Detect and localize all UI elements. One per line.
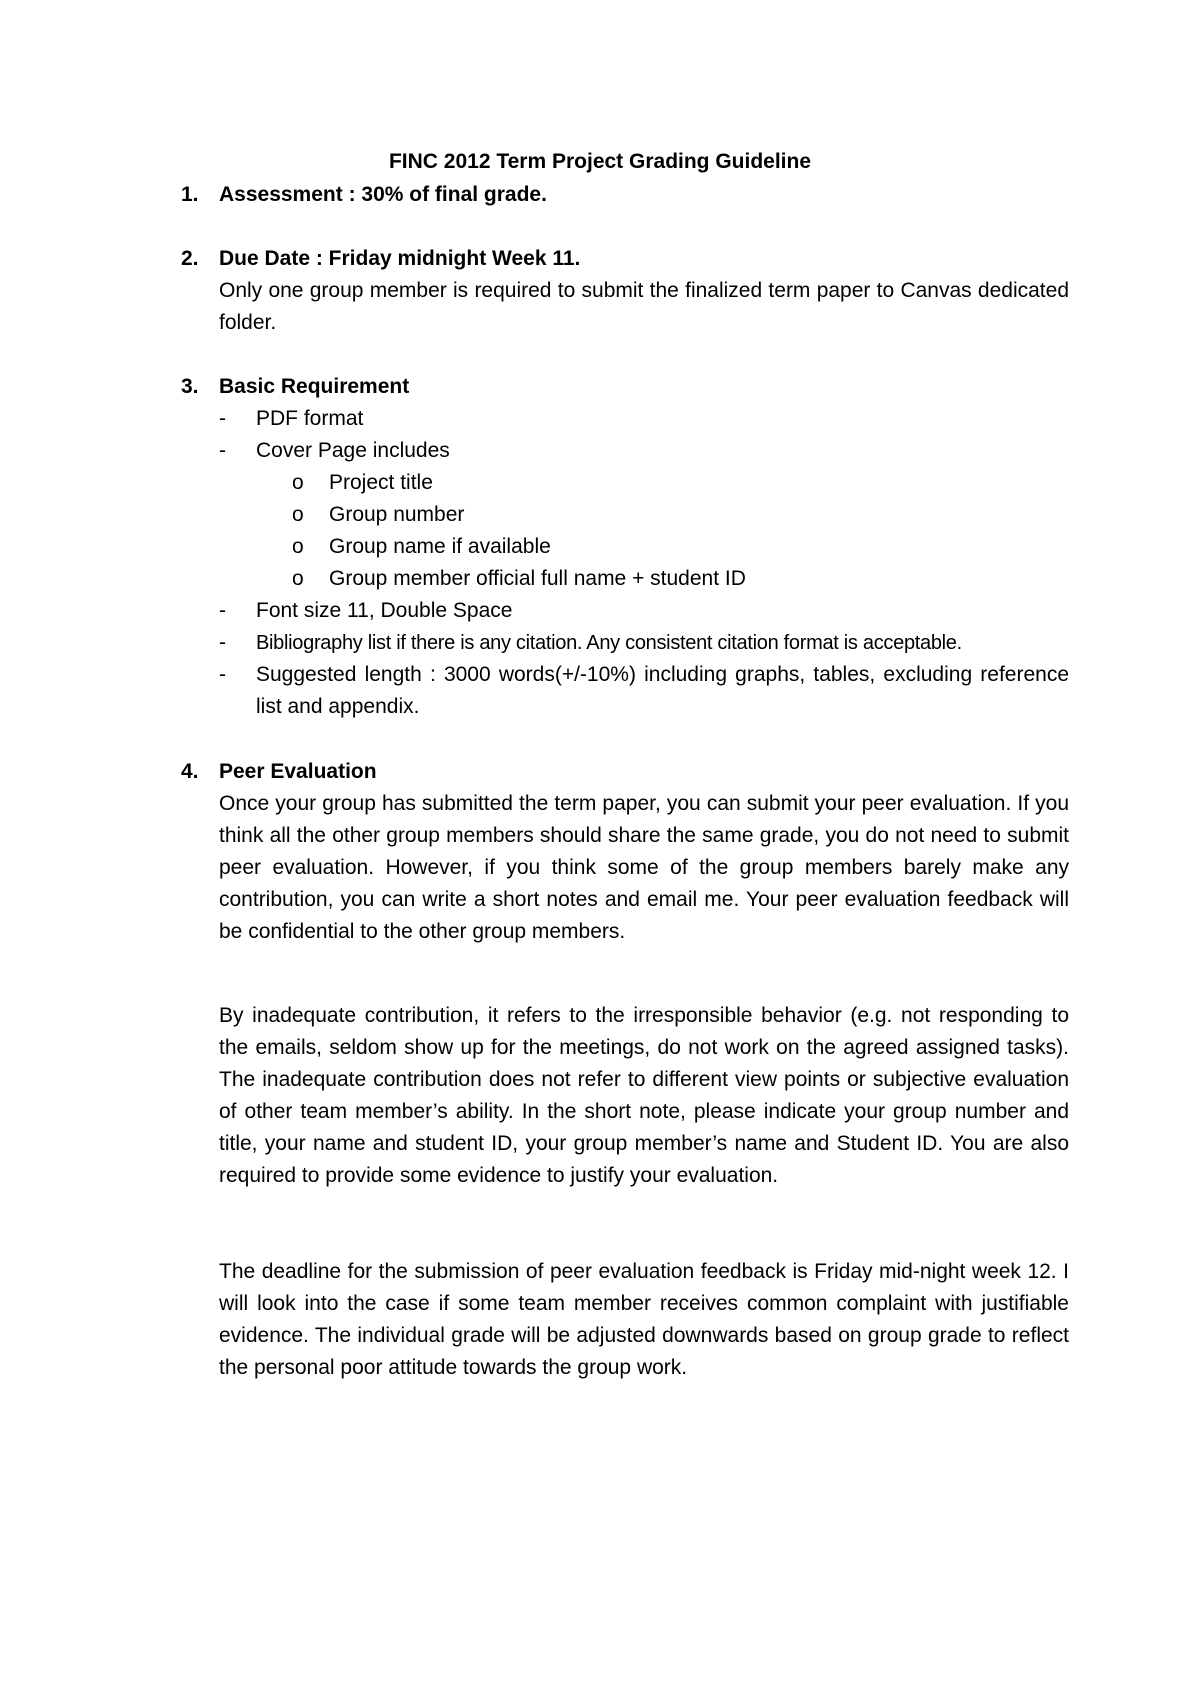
dash-bullet: - — [219, 631, 226, 654]
dash-bullet: - — [219, 663, 226, 686]
section-heading: Due Date : Friday midnight Week 11. — [219, 247, 581, 270]
list-item-text: Suggested length : 3000 words(+/-10%) including graphs, tables, excluding reference list and appendix. — [256, 663, 1069, 718]
list-item-text: Cover Page includes — [256, 439, 450, 462]
sub-list-item-text: Project title — [329, 471, 433, 494]
sub-list-item — [219, 499, 1069, 531]
sub-list-container — [219, 467, 1069, 595]
sub-list-item-text: Group name if available — [329, 535, 551, 558]
circle-bullet: o — [292, 471, 304, 494]
dash-bullet: - — [219, 599, 226, 622]
circle-bullet: o — [292, 503, 304, 526]
requirement-list — [219, 403, 1069, 723]
list-item-text: Font size 11, Double Space — [256, 599, 513, 622]
dash-bullet: - — [219, 439, 226, 462]
list-item-text: PDF format — [256, 407, 364, 430]
section-number: 1. — [181, 183, 199, 206]
section-heading: Assessment : 30% of final grade. — [219, 183, 547, 206]
dash-bullet: - — [219, 407, 226, 430]
section-heading: Basic Requirement — [219, 375, 410, 398]
circle-bullet: o — [292, 567, 304, 590]
list-item-text: Bibliography list if there is any citation. Any consistent citation format is acceptable. — [256, 632, 962, 654]
section-body: Only one group member is required to submit the finalized term paper to Canvas dedicated folder. — [219, 279, 1069, 334]
sub-list-item — [219, 467, 1069, 499]
list-item — [219, 435, 1069, 467]
sub-list-item-text: Group member official full name + student ID — [329, 567, 746, 590]
circle-bullet: o — [292, 535, 304, 558]
section-number: 4. — [181, 760, 199, 783]
list-item — [219, 595, 1069, 627]
cover-page-sublist — [219, 467, 1069, 595]
section-heading: Peer Evaluation — [219, 760, 377, 783]
list-item — [219, 403, 1069, 435]
list-item — [219, 627, 1069, 659]
sub-list-item-text: Group number — [329, 503, 465, 526]
paragraph: By inadequate contribution, it refers to the irresponsible behavior (e.g. not responding to the emails, seldom show up for the meetings, do not work on the agreed assigned tasks). The inadequate contribution does not refer to different view points or subjective evaluation of other team member’s ability. In the short note, please indicate your group number and title, your name and student ID, your group member’s name and Student ID. You are also required to provide some evidence to justify your evaluation. — [219, 1004, 1069, 1187]
paragraph: The deadline for the submission of peer evaluation feedback is Friday mid-night week 12. I will look into the case if some team member receives common complaint with justifiable evidence. The individual grade will be adjusted downwards based on group grade to reflect the personal poor attitude towards the group work. — [219, 1260, 1069, 1379]
section-number: 3. — [181, 375, 199, 398]
paragraph: Once your group has submitted the term paper, you can submit your peer evaluation. If you think all the other group members should share the same grade, you do not need to submit peer evaluation. However, if you think some of the group members barely make any contribution, you can write a short notes and email me. Your peer evaluation feedback will be confidential to the other group members. — [219, 792, 1069, 943]
sub-list-item — [219, 531, 1069, 563]
sub-list-item — [219, 563, 1069, 595]
section-number: 2. — [181, 247, 199, 270]
page-title: FINC 2012 Term Project Grading Guideline — [388, 150, 812, 173]
list-item — [219, 659, 1069, 723]
